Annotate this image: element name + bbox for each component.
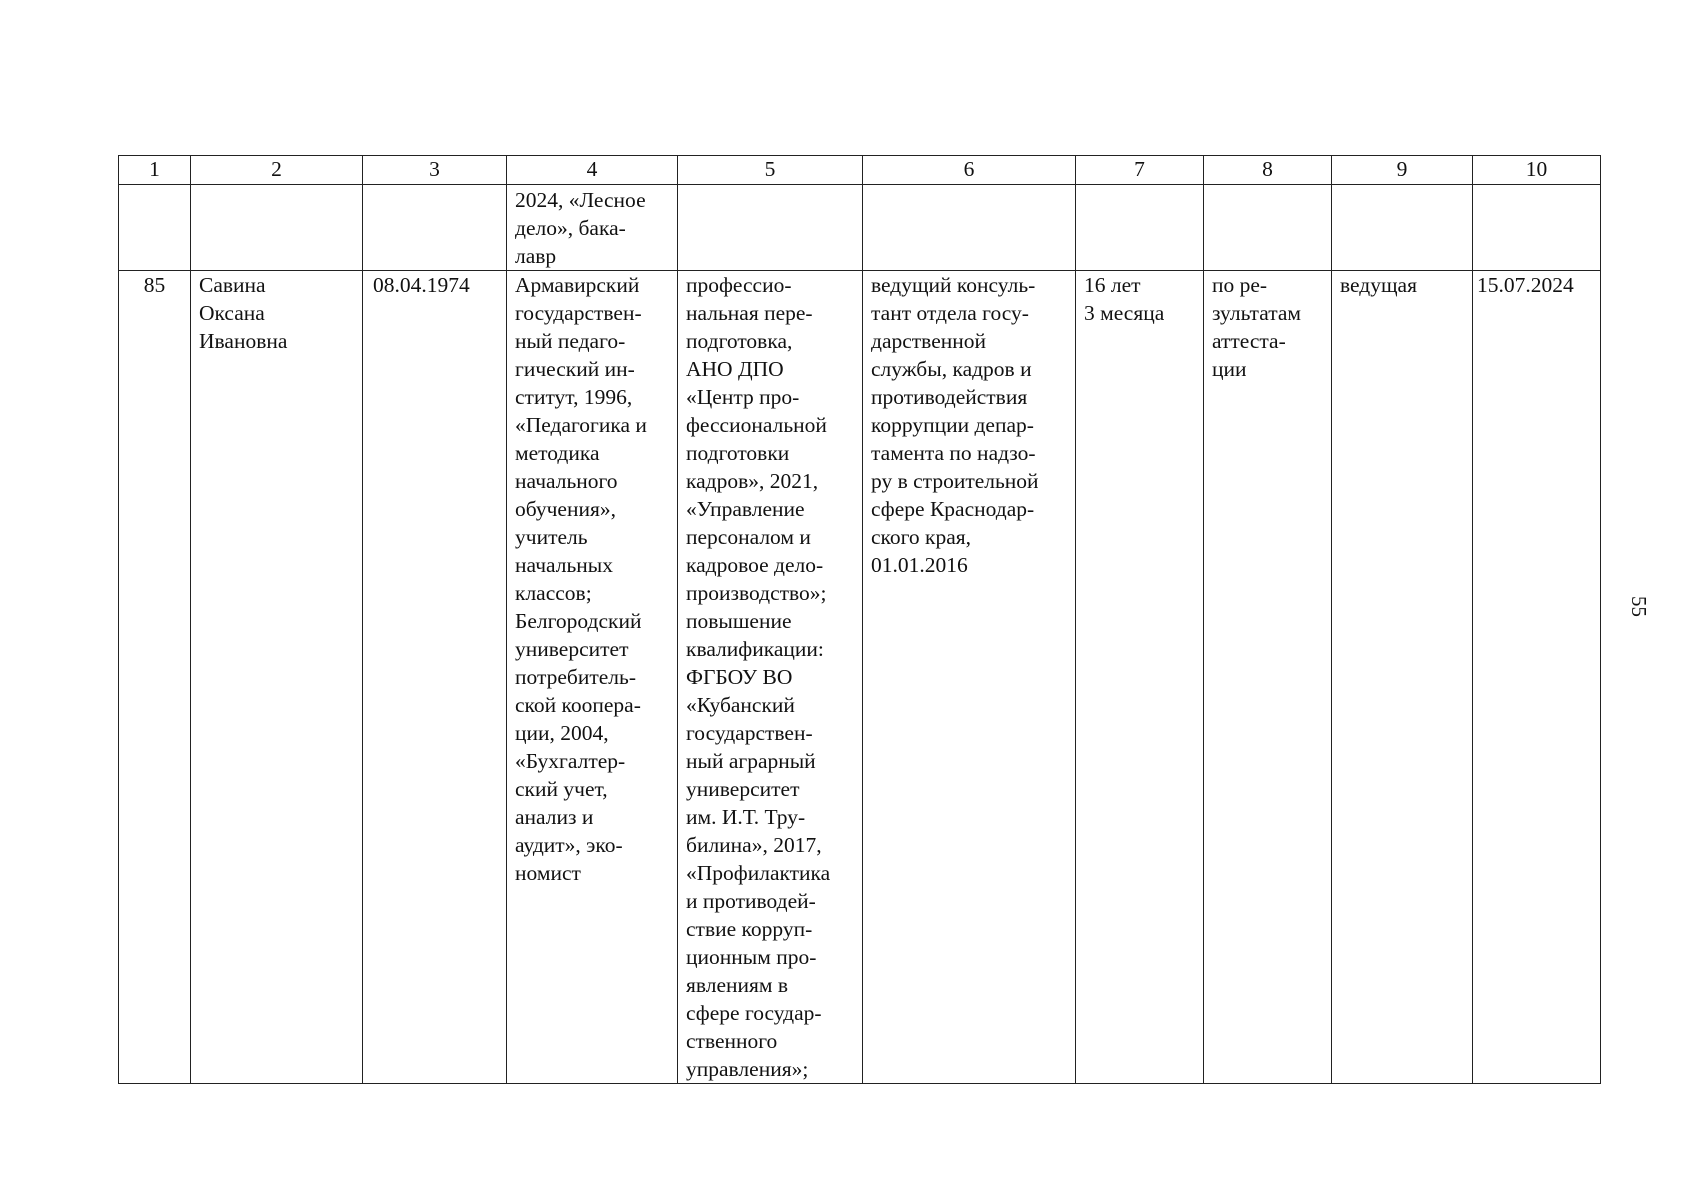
additional-education-cell: профессио- нальная пере- подготовка, АНО ДПО «Центр про- фессиональной подготовки кадров», 2021, «Управление персоналом и кадровое дело- производство»; повышение квалификации: ФГБОУ ВО «Кубанский государствен- ный аграрный университет им. И.Т. Тру- билина», 2017, «Профилактика и противодей- ствие корруп- ционным про- явлениям в сфере государ- ственного управления»; [678,271,863,1084]
table-cell [863,185,1076,271]
row-number-cell: 85 [119,271,191,1084]
column-number: 9 [1332,156,1473,185]
table-cell [119,185,191,271]
date-cell: 15.07.2024 [1473,271,1601,1084]
table-cell [1076,185,1204,271]
table-cell [678,185,863,271]
basis-cell: по ре- зультатам аттеста- ции [1204,271,1332,1084]
column-number: 5 [678,156,863,185]
table-cell [1332,185,1473,271]
birth-date-cell: 08.04.1974 [363,271,507,1084]
column-number: 7 [1076,156,1204,185]
full-name-cell: Савина Оксана Ивановна [191,271,363,1084]
page-number: 55 [1627,596,1651,617]
column-number: 2 [191,156,363,185]
table-cell [191,185,363,271]
position-cell: ведущий консуль- тант отдела госу- дарственной службы, кадров и противодействия коррупции депар- тамента по надзо- ру в строительной сфере Краснодар- ского края, 01.01.2016 [863,271,1076,1084]
continuation-row [119,185,1601,271]
education-cell: 2024, «Лесное дело», бака- лавр [507,185,678,271]
column-number: 8 [1204,156,1332,185]
education-cell: Армавирский государствен- ный педаго- гический ин- ститут, 1996, «Педагогика и методика начального обучения», учитель начальных классов; Белгородский университет потребитель- ской коопера- ции, 2004, «Бухгалтер- ский учет, анализ и аудит», эко- номист [507,271,678,1084]
column-number: 1 [119,156,191,185]
table-row [119,271,1601,1084]
personnel-table [118,155,1601,1084]
table-cell [1473,185,1601,271]
column-number-row [119,156,1601,185]
table-cell [1204,185,1332,271]
column-number: 3 [363,156,507,185]
column-number: 10 [1473,156,1601,185]
column-number: 6 [863,156,1076,185]
group-cell: ведущая [1332,271,1473,1084]
service-length-cell: 16 лет 3 месяца [1076,271,1204,1084]
table-cell [363,185,507,271]
column-number: 4 [507,156,678,185]
